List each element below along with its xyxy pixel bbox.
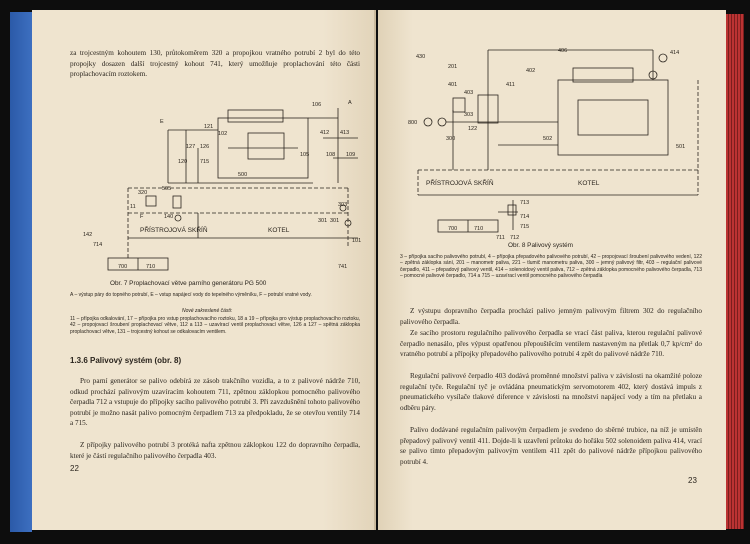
right-paragraph-1: Z výstupu dopravního čerpadla prochází palivo jemným palivovým filtrem 302 do regulačního palivového čerpadla. [400, 307, 702, 326]
figure-label: 403 [464, 90, 474, 96]
label-panel: PŘÍSTROJOVÁ SKŘÍŇ [426, 180, 494, 187]
figure-7-legend-line: A – výstup páry do topného potrubí, E – vstup napájecí vody do tepelného výměníku, F – potrubí vratné vody. [70, 292, 312, 298]
figure-label: 101 [352, 238, 362, 244]
figure-7-diagram [68, 88, 368, 278]
figure-label: 412 [320, 130, 330, 136]
page-number-right: 23 [688, 476, 697, 485]
figure-label: 121 [204, 124, 214, 130]
figure-label: 715 [520, 224, 530, 230]
figure-label: 714 [520, 214, 530, 220]
figure-label: 500 [238, 172, 248, 178]
figure-label: 120 [178, 159, 188, 165]
figure-label: 126 [200, 144, 210, 150]
figure-label: 800 [408, 120, 418, 126]
figure-label: 430 [416, 54, 426, 60]
figure-8-caption: Obr. 8 Palivový systém [508, 242, 573, 249]
book-cover-edge [10, 12, 32, 532]
figure-label: 711 [496, 235, 505, 240]
page-number-left: 22 [70, 464, 79, 473]
figure-label: 700 [448, 226, 458, 232]
figure-label: F [140, 214, 144, 220]
book-page-edges [726, 14, 744, 529]
right-paragraph-2: Ze sacího prostoru regulačního palivového čerpadla se vrací část paliva, kterou regulační palivové čerpadlo nenasálo, přes výpust opatřenou přepouštěcím ventilem nastaveným na přetlak 0,7 kp/cm² do vratného potrubí a přípojky přepadového palivového potrubí 4 zpět do palivové nádrže 710. [400, 329, 702, 359]
figure-label: 201 [448, 64, 458, 70]
figure-label: 700 [118, 264, 128, 270]
figure-7-caption: Obr. 7 Proplachovací větve parního generátoru PG 500 [110, 280, 267, 287]
figure-label: 715 [200, 159, 210, 165]
section-heading: 1.3.6 Palivový systém (obr. 8) [70, 356, 182, 365]
figure-label: 303 [464, 112, 474, 118]
figure-label: 713 [520, 200, 530, 206]
figure-8-diagram [408, 40, 708, 240]
figure-label: 401 [448, 82, 458, 88]
figure-label: 127 [186, 144, 196, 150]
figure-label: 300 [446, 136, 456, 142]
figure-label: 105 [300, 152, 310, 158]
figure-label: 710 [474, 226, 484, 232]
left-paragraph-1: Pro parní generátor se palivo odebírá ze zásob trakčního vozidla, a to z palivové nádrže 710, odkud prochází palivovým uzavíracím kohoutem 711, zpětnou záklopkou pomocného palivového čerpadla 712 a vstupuje do přípojky sacího palivového potrubí 3. Při zavzdušnění tohoto palivového potrubí je možno nasát palivo pomocným čerpadlem 713 za předpokladu, že se otevřou ventily 714 a 715. [70, 377, 360, 428]
figure-label: A [348, 100, 352, 106]
label-kotel: KOTEL [578, 180, 600, 187]
figure-label: 301 [318, 218, 328, 224]
figure-label: 406 [558, 48, 568, 54]
figure-8-legend-text: 3 – přípojka sacího palivového potrubí, 4 – přípojka přepadového palivového potrubí, 42 – propojovací šroubení palivového vedení, 122 – zpětná záklopka sání, 201 – manometr paliva, 221 – tlumič manometru paliva, 300 – jemný palivový filtr, 403 – regulační palivové čerpadlo, 411 – přepadový palivový ventil, 414 – solenoidový ventil paliva, 712 – zpětná záklopka pomocného palivového čerpadla, 713 – pomocné palivové čerpadlo, 714 a 715 – uzavírací ventil pomocného palivového čerpadla [400, 254, 702, 279]
boiler-box [558, 80, 668, 155]
figure-label: 414 [670, 50, 680, 56]
figure-label: 712 [510, 235, 520, 240]
label-kotel: KOTEL [268, 227, 290, 234]
figure-label: 11 [130, 204, 136, 210]
figure-7-legend-heading: Nové zakreslené části: [182, 308, 233, 314]
figure-label: 106 [312, 102, 322, 108]
figure-label: 411 [506, 82, 515, 88]
label-panel: PŘÍSTROJOVÁ SKŘÍŇ [140, 227, 208, 234]
right-page [378, 10, 726, 530]
right-paragraph-4: Palivo dodávané regulačním palivovým čerpadlem je svedeno do sběrné trubice, na níž je umístěn přepadový palivový ventil 411. Dojde-li k uzavření průtoku do hořáku 502 solenoidem paliva 414, vrací se palivo tímto přepadovým palivovým ventilem 411 zpět do palivové nádrže přípojkou palivového potrubí 4. [400, 426, 702, 466]
figure-label: 303 [338, 202, 348, 208]
figure-label: 320 [138, 190, 148, 196]
left-top-paragraph: za trojcestným kohoutem 130, průtokoměrem 320 a propojkou vratného potrubí 2 byl do této propojky dosazen další trojcestný kohout 741, který umožňuje proplachování této části proplachovacím roztokem. [70, 49, 360, 79]
figure-label: 102 [218, 131, 228, 137]
figure-label: 142 [83, 232, 93, 238]
figure-label: 501 [676, 144, 686, 150]
left-page [32, 10, 376, 530]
left-paragraph-2: Z přípojky palivového potrubí 3 protéká nafta zpětnou záklopkou 122 do dopravního čerpadla, které je částí regulačního palivového čerpadla 403. [70, 441, 360, 460]
figure-label: 741 [338, 264, 348, 270]
figure-label: 402 [526, 68, 536, 74]
figure-label: 122 [468, 126, 478, 132]
figure-label: 714 [93, 242, 103, 248]
figure-label: 109 [346, 152, 356, 158]
figure-label: 413 [340, 130, 350, 136]
figure-label: 140 [164, 214, 174, 220]
right-paragraph-3: Regulační palivové čerpadlo 403 dodává proměnné množství paliva v závislosti na okamžité poloze regulační tyče. Regulační tyč je ovládána pneumatickým servomotorem 402, který dostává impuls z pneumatického vysílače tlakové diference v závislosti na množství napájecí vody a tím na přetlaku a odběru páry. [400, 372, 702, 412]
figure-label: 710 [146, 264, 156, 270]
label-E: E [160, 119, 164, 125]
figure-label: 505 [162, 186, 172, 192]
figure-label: 502 [543, 136, 553, 142]
figure-label: 301 [330, 218, 340, 224]
figure-label: 108 [326, 152, 336, 158]
figure-7-legend-text: 11 – přípojka odkalování, 17 – přípojka pro vstup proplachovacího roztoku, 18 a 19 – přípojka pro výstup proplachovacího roztoku, 42 – propojovací šroubení proplachovací větve, 112 a 113 – uzavírací ventil proplachovací větve, 126 a 127 – spětná záklopka proplachovací větve, 131 – trojcestný kohout se odkalovacím ventilem. [70, 316, 360, 335]
